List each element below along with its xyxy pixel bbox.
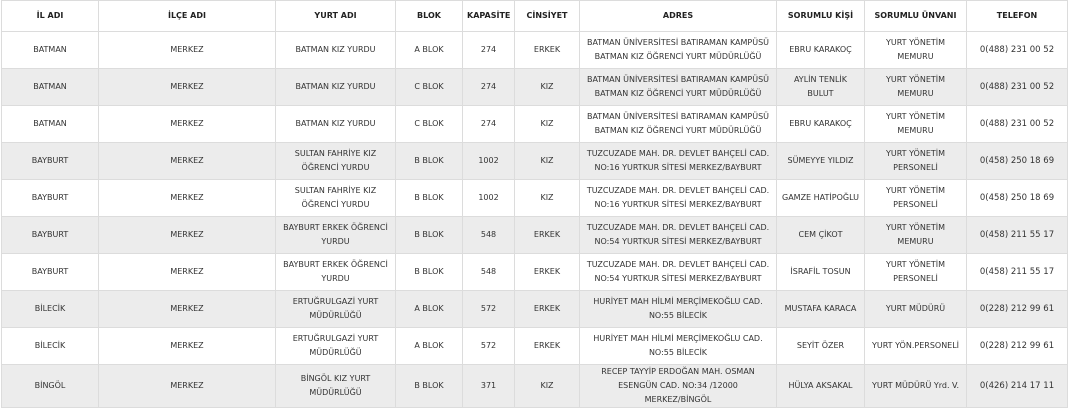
cell-cinsiyet: KIZ (515, 106, 580, 143)
cell-cinsiyet: KIZ (515, 365, 580, 408)
cell-adres: TUZCUZADE MAH. DR. DEVLET BAHÇELİ CAD. NO:16 YURTKUR SİTESİ MERKEZ/BAYBURT (580, 180, 777, 217)
cell-ilce: MERKEZ (99, 32, 276, 69)
cell-ilce: MERKEZ (99, 217, 276, 254)
cell-yurt: SULTAN FAHRİYE KIZ ÖĞRENCİ YURDU (276, 180, 396, 217)
cell-telefon: 0(228) 212 99 61 (967, 328, 1068, 365)
cell-adres: TUZCUZADE MAH. DR. DEVLET BAHÇELİ CAD. NO:54 YURTKUR SİTESİ MERKEZ/BAYBURT (580, 254, 777, 291)
header-row (2, 1, 1068, 32)
column-header-blok: BLOK (396, 1, 463, 32)
cell-il: BİNGÖL (2, 365, 99, 408)
cell-telefon: 0(458) 211 55 17 (967, 254, 1068, 291)
cell-kapasite: 371 (463, 365, 515, 408)
cell-cinsiyet: KIZ (515, 143, 580, 180)
cell-telefon: 0(458) 250 18 69 (967, 180, 1068, 217)
cell-ilce: MERKEZ (99, 143, 276, 180)
cell-unvan: YURT MÜDÜRÜ (865, 291, 967, 328)
table-row (2, 143, 1068, 180)
cell-kapasite: 548 (463, 254, 515, 291)
column-header-ilce: İLÇE ADI (99, 1, 276, 32)
cell-il: BATMAN (2, 69, 99, 106)
cell-ilce: MERKEZ (99, 106, 276, 143)
cell-il: BAYBURT (2, 143, 99, 180)
cell-il: BAYBURT (2, 217, 99, 254)
cell-unvan: YURT MÜDÜRÜ Yrd. V. (865, 365, 967, 408)
cell-sorumlu: MUSTAFA KARACA (777, 291, 865, 328)
cell-kapasite: 274 (463, 106, 515, 143)
cell-unvan: YURT YÖNETİM MEMURU (865, 69, 967, 106)
cell-ilce: MERKEZ (99, 254, 276, 291)
cell-cinsiyet: KIZ (515, 180, 580, 217)
cell-blok: B BLOK (396, 180, 463, 217)
cell-unvan: YURT YÖNETİM MEMURU (865, 32, 967, 69)
cell-telefon: 0(488) 231 00 52 (967, 69, 1068, 106)
cell-sorumlu: SÜMEYYE YILDIZ (777, 143, 865, 180)
cell-ilce: MERKEZ (99, 328, 276, 365)
cell-sorumlu: EBRU KARAKOÇ (777, 106, 865, 143)
cell-cinsiyet: ERKEK (515, 32, 580, 69)
table-row (2, 328, 1068, 365)
cell-cinsiyet: ERKEK (515, 254, 580, 291)
table-row (2, 291, 1068, 328)
cell-yurt: SULTAN FAHRİYE KIZ ÖĞRENCİ YURDU (276, 143, 396, 180)
cell-il: BİLECİK (2, 291, 99, 328)
table-row (2, 217, 1068, 254)
cell-blok: A BLOK (396, 32, 463, 69)
cell-il: BAYBURT (2, 254, 99, 291)
cell-blok: B BLOK (396, 143, 463, 180)
cell-yurt: BATMAN KIZ YURDU (276, 32, 396, 69)
cell-blok: B BLOK (396, 365, 463, 408)
cell-cinsiyet: ERKEK (515, 291, 580, 328)
cell-unvan: YURT YÖNETİM PERSONELİ (865, 254, 967, 291)
cell-sorumlu: GAMZE HATİPOĞLU (777, 180, 865, 217)
table-row (2, 365, 1068, 408)
cell-il: BİLECİK (2, 328, 99, 365)
cell-il: BATMAN (2, 32, 99, 69)
cell-adres: BATMAN ÜNİVERSİTESİ BATIRAMAN KAMPÜSÜ BATMAN KIZ ÖĞRENCİ YURT MÜDÜRLÜĞÜ (580, 106, 777, 143)
cell-blok: C BLOK (396, 106, 463, 143)
cell-sorumlu: CEM ÇİKOT (777, 217, 865, 254)
cell-adres: RECEP TAYYİP ERDOĞAN MAH. OSMAN ESENGÜN CAD. NO:34 /12000 MERKEZ/BİNGÖL (580, 365, 777, 408)
cell-adres: BATMAN ÜNİVERSİTESİ BATIRAMAN KAMPÜSÜ BATMAN KIZ ÖĞRENCİ YURT MÜDÜRLÜĞÜ (580, 69, 777, 106)
column-header-yurt: YURT ADI (276, 1, 396, 32)
cell-ilce: MERKEZ (99, 291, 276, 328)
cell-telefon: 0(458) 250 18 69 (967, 143, 1068, 180)
cell-kapasite: 548 (463, 217, 515, 254)
cell-yurt: ERTUĞRULGAZİ YURT MÜDÜRLÜĞÜ (276, 291, 396, 328)
cell-adres: HURİYET MAH HİLMİ MERÇİMEKOĞLU CAD. NO:55 BİLECİK (580, 291, 777, 328)
cell-sorumlu: İSRAFİL TOSUN (777, 254, 865, 291)
cell-ilce: MERKEZ (99, 365, 276, 408)
cell-blok: A BLOK (396, 291, 463, 328)
cell-kapasite: 572 (463, 291, 515, 328)
column-header-sorumlu: SORUMLU KİŞİ (777, 1, 865, 32)
table-row (2, 69, 1068, 106)
table-row (2, 106, 1068, 143)
cell-il: BAYBURT (2, 180, 99, 217)
cell-adres: TUZCUZADE MAH. DR. DEVLET BAHÇELİ CAD. NO:16 YURTKUR SİTESİ MERKEZ/BAYBURT (580, 143, 777, 180)
cell-unvan: YURT YÖNETİM MEMURU (865, 106, 967, 143)
cell-cinsiyet: ERKEK (515, 328, 580, 365)
column-header-unvan: SORUMLU ÜNVANI (865, 1, 967, 32)
cell-blok: B BLOK (396, 217, 463, 254)
cell-telefon: 0(488) 231 00 52 (967, 106, 1068, 143)
cell-adres: TUZCUZADE MAH. DR. DEVLET BAHÇELİ CAD. NO:54 YURTKUR SİTESİ MERKEZ/BAYBURT (580, 217, 777, 254)
column-header-cinsiyet: CİNSİYET (515, 1, 580, 32)
cell-blok: B BLOK (396, 254, 463, 291)
cell-kapasite: 572 (463, 328, 515, 365)
cell-sorumlu: HÜLYA AKSAKAL (777, 365, 865, 408)
cell-cinsiyet: KIZ (515, 69, 580, 106)
cell-telefon: 0(426) 214 17 11 (967, 365, 1068, 408)
cell-yurt: BAYBURT ERKEK ÖĞRENCİ YURDU (276, 254, 396, 291)
cell-il: BATMAN (2, 106, 99, 143)
cell-ilce: MERKEZ (99, 69, 276, 106)
cell-yurt: BAYBURT ERKEK ÖĞRENCİ YURDU (276, 217, 396, 254)
cell-sorumlu: EBRU KARAKOÇ (777, 32, 865, 69)
column-header-il: İL ADI (2, 1, 99, 32)
cell-yurt: BATMAN KIZ YURDU (276, 69, 396, 106)
table-row (2, 254, 1068, 291)
cell-sorumlu: AYLİN TENLİK BULUT (777, 69, 865, 106)
cell-kapasite: 274 (463, 69, 515, 106)
column-header-kapasite: KAPASİTE (463, 1, 515, 32)
cell-unvan: YURT YÖNETİM PERSONELİ (865, 180, 967, 217)
cell-telefon: 0(228) 212 99 61 (967, 291, 1068, 328)
cell-unvan: YURT YÖN.PERSONELİ (865, 328, 967, 365)
cell-kapasite: 1002 (463, 143, 515, 180)
cell-unvan: YURT YÖNETİM PERSONELİ (865, 143, 967, 180)
cell-kapasite: 274 (463, 32, 515, 69)
table-row (2, 32, 1068, 69)
cell-telefon: 0(458) 211 55 17 (967, 217, 1068, 254)
cell-yurt: ERTUĞRULGAZİ YURT MÜDÜRLÜĞÜ (276, 328, 396, 365)
column-header-adres: ADRES (580, 1, 777, 32)
cell-sorumlu: SEYİT ÖZER (777, 328, 865, 365)
cell-blok: C BLOK (396, 69, 463, 106)
table-row (2, 180, 1068, 217)
cell-adres: BATMAN ÜNİVERSİTESİ BATIRAMAN KAMPÜSÜ BATMAN KIZ ÖĞRENCİ YURT MÜDÜRLÜĞÜ (580, 32, 777, 69)
cell-telefon: 0(488) 231 00 52 (967, 32, 1068, 69)
cell-adres: HURİYET MAH HİLMİ MERÇİMEKOĞLU CAD. NO:55 BİLECİK (580, 328, 777, 365)
cell-yurt: BİNGÖL KIZ YURT MÜDÜRLÜĞÜ (276, 365, 396, 408)
cell-cinsiyet: ERKEK (515, 217, 580, 254)
cell-kapasite: 1002 (463, 180, 515, 217)
cell-ilce: MERKEZ (99, 180, 276, 217)
cell-yurt: BATMAN KIZ YURDU (276, 106, 396, 143)
cell-unvan: YURT YÖNETİM MEMURU (865, 217, 967, 254)
dormitory-table (1, 0, 1068, 408)
column-header-telefon: TELEFON (967, 1, 1068, 32)
cell-blok: A BLOK (396, 328, 463, 365)
